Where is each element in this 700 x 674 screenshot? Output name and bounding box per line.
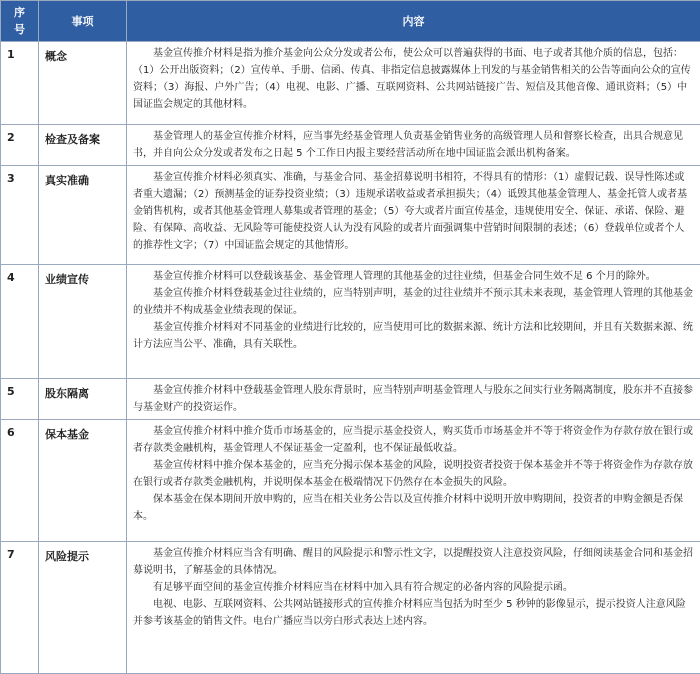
row-number: 4 bbox=[1, 265, 39, 379]
row-number: 5 bbox=[1, 379, 39, 420]
row-content bbox=[127, 42, 700, 125]
row-item-name: 股东隔离 bbox=[39, 379, 127, 420]
table-header-row bbox=[1, 1, 700, 42]
content-paragraph: 基金宣传推介材料是指为推介基金向公众分发或者公布，使公众可以普遍获得的书面、电子或者其他介质的信息，包括：（1）公开出版资料；（2）宣传单、手册、信函、传真、非指定信息披露媒体上刊发的与基金销售相关的公告等面向公众的宣传资料；（3）海报、户外广告；（4）电视、电影、广播、互联网资料、公共网站链接广告、短信及其他音像、通讯资料；（5）中国证监会规定的其他材料。 bbox=[133, 45, 694, 113]
content-paragraph: 电视、电影、互联网资料、公共网站链接形式的宣传推介材料应当包括为时至少 5 秒钟的影像显示，提示投资人注意风险并参考该基金的销售文件。电台广播应当以旁白形式表达上述内容。 bbox=[133, 596, 694, 630]
row-number: 7 bbox=[1, 542, 39, 674]
row-content bbox=[127, 265, 700, 379]
table-row bbox=[1, 166, 700, 265]
content-paragraph: 基金宣传材料中推介保本基金的，应当充分揭示保本基金的风险，说明投资者投资于保本基金并不等于将资金作为存款存放在银行或者存款类金融机构，并说明保本基金在极端情况下仍然存在本金损失的风险。 bbox=[133, 457, 694, 491]
header-seq-line2: 号 bbox=[1, 21, 38, 38]
table-row bbox=[1, 42, 700, 125]
row-number: 3 bbox=[1, 166, 39, 265]
header-seq-line1: 序 bbox=[1, 4, 38, 21]
row-item-name: 业绩宣传 bbox=[39, 265, 127, 379]
content-paragraph: 基金宣传推介材料应当含有明确、醒目的风险提示和警示性文字，以提醒投资人注意投资风险，仔细阅读基金合同和基金招募说明书，了解基金的具体情况。 bbox=[133, 545, 694, 579]
row-content bbox=[127, 542, 700, 674]
table-row bbox=[1, 125, 700, 166]
content-paragraph: 基金管理人的基金宣传推介材料，应当事先经基金管理人负责基金销售业务的高级管理人员和督察长检查，出具合规意见书，并自向公众分发或者发布之日起 5 个工作日内报主要经营活动所在地中国证监会派出机构备案。 bbox=[133, 128, 694, 162]
header-seq bbox=[1, 1, 39, 42]
content-paragraph: 基金宣传推介材料登载基金过往业绩的，应当特别声明，基金的过往业绩并不预示其未来表现，基金管理人管理的其他基金的业绩并不构成基金业绩表现的保证。 bbox=[133, 285, 694, 319]
row-item-name: 保本基金 bbox=[39, 420, 127, 542]
content-paragraph: 基金宣传推介材料可以登载该基金、基金管理人管理的其他基金的过往业绩，但基金合同生效不足 6 个月的除外。 bbox=[133, 268, 694, 285]
row-item-name: 概念 bbox=[39, 42, 127, 125]
row-content bbox=[127, 420, 700, 542]
row-item-name: 真实准确 bbox=[39, 166, 127, 265]
row-content bbox=[127, 166, 700, 265]
row-number: 2 bbox=[1, 125, 39, 166]
row-item-name: 检查及备案 bbox=[39, 125, 127, 166]
content-paragraph: 有足够平面空间的基金宣传推介材料应当在材料中加入具有符合规定的必备内容的风险提示函。 bbox=[133, 579, 694, 596]
content-paragraph: 基金宣传推介材料中推介货币市场基金的，应当提示基金投资人，购买货币市场基金并不等于将资金作为存款存放在银行或者存款类金融机构，基金管理人不保证基金一定盈利，也不保证最低收益。 bbox=[133, 423, 694, 457]
content-paragraph: 基金宣传推介材料必须真实、准确，与基金合同、基金招募说明书相符，不得具有的情形：（1）虚假记载、误导性陈述或者重大遗漏；（2）预测基金的证券投资业绩；（3）违规承诺收益或者承担损失；（4）诋毁其他基金管理人、基金托管人或者基金销售机构，或者其他基金管理人募集或者管理的基金；（5）夸大或者片面宣传基金，违规使用安全、保证、承诺、保险、避险、有保障、高收益、无风险等可能使投资人认为没有风险的或者片面强调集中营销时间限制的表述；（6）登载单位或者个人的推荐性文字；（7）中国证监会规定的其他情形。 bbox=[133, 169, 694, 254]
header-content: 内容 bbox=[127, 1, 700, 42]
row-number: 1 bbox=[1, 42, 39, 125]
table-row bbox=[1, 379, 700, 420]
content-paragraph: 基金宣传推介材料对不同基金的业绩进行比较的，应当使用可比的数据来源、统计方法和比较期间，并且有关数据来源、统计方法应当公平、准确，具有关联性。 bbox=[133, 319, 694, 353]
row-content bbox=[127, 125, 700, 166]
table-row bbox=[1, 542, 700, 674]
table-row bbox=[1, 420, 700, 542]
row-item-name: 风险提示 bbox=[39, 542, 127, 674]
row-content bbox=[127, 379, 700, 420]
row-number: 6 bbox=[1, 420, 39, 542]
content-paragraph: 基金宣传推介材料中登载基金管理人股东背景时，应当特别声明基金管理人与股东之间实行业务隔离制度，股东并不直接参与基金财产的投资运作。 bbox=[133, 382, 694, 416]
table-row bbox=[1, 265, 700, 379]
header-item: 事项 bbox=[39, 1, 127, 42]
content-paragraph: 保本基金在保本期间开放申购的，应当在相关业务公告以及宣传推介材料中说明开放申购期间，投资者的申购金额是否保本。 bbox=[133, 491, 694, 525]
